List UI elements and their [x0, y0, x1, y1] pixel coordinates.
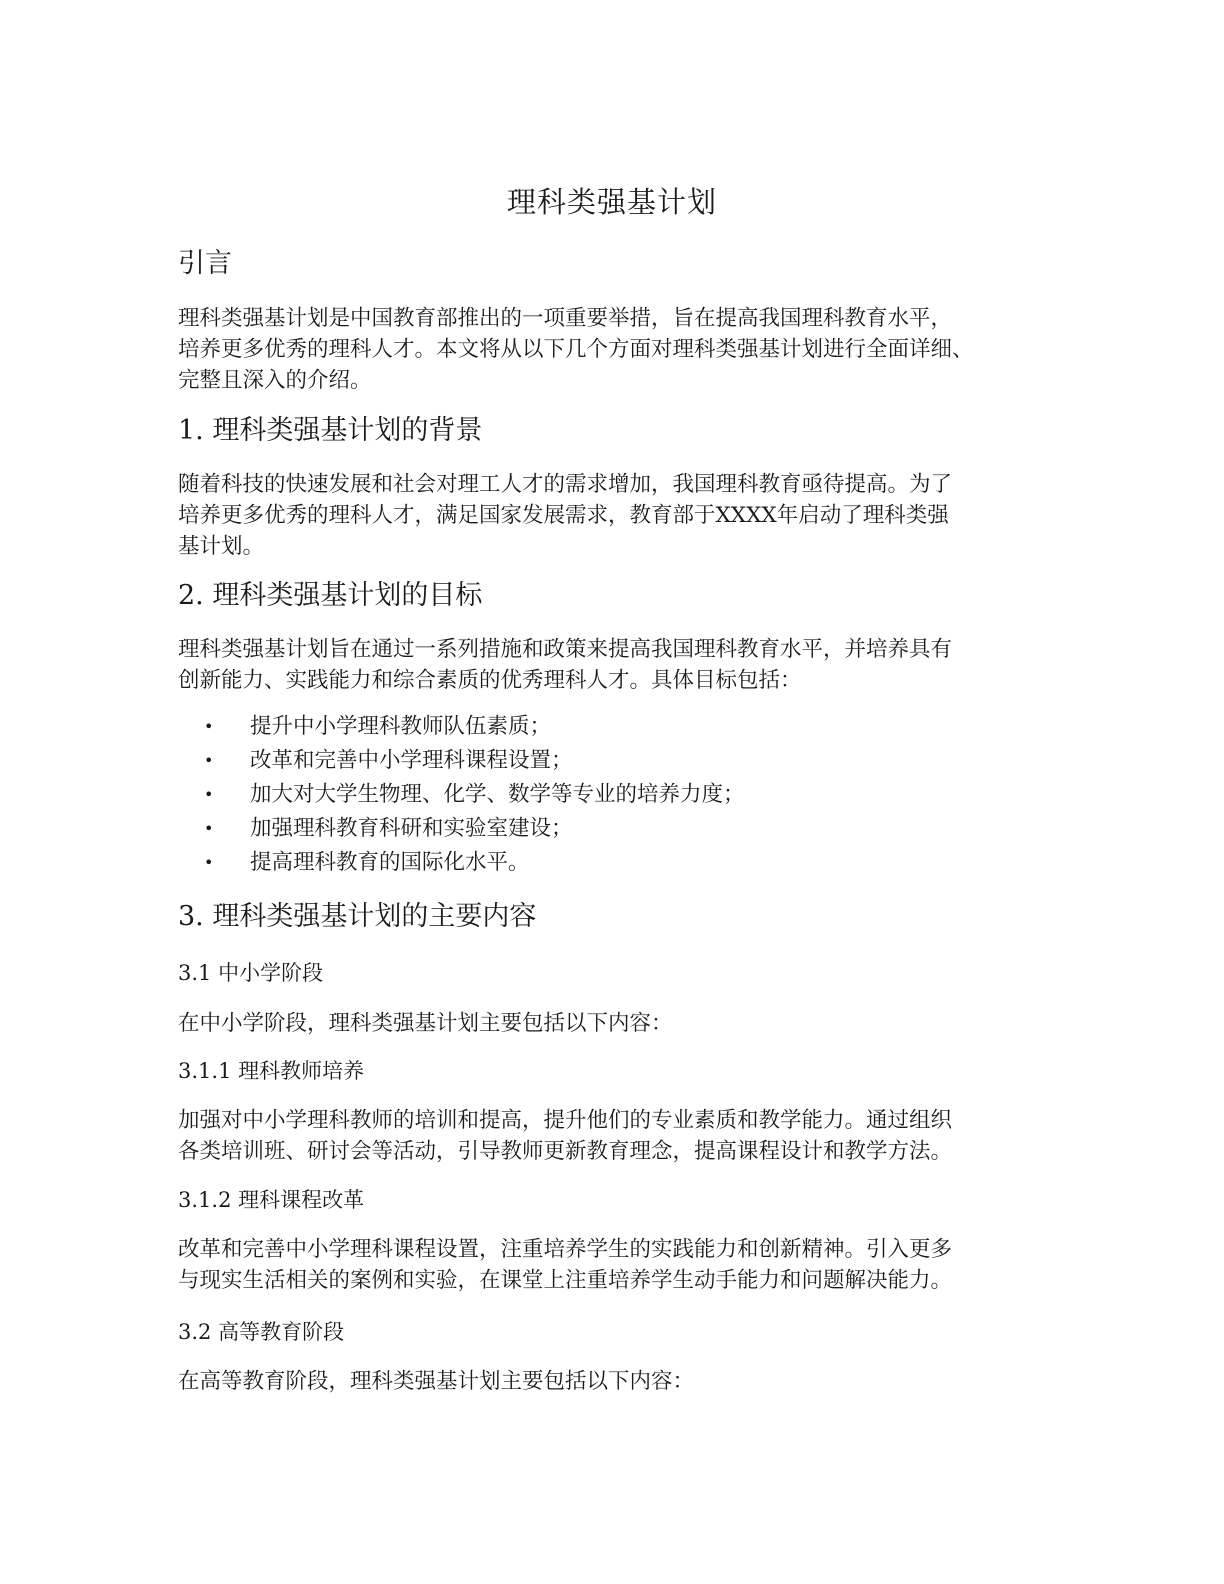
- section-3-2-heading: 3.2 高等教育阶段: [178, 1320, 345, 1344]
- section-3-2-paragraph: [178, 1366, 1058, 1397]
- bullet-icon: •: [204, 785, 214, 804]
- paragraph-line: 各类培训班、研讨会等活动，引导教师更新教育理念，提高课程设计和教学方法。: [178, 1139, 953, 1164]
- goals-list: [178, 710, 1058, 880]
- paragraph-line: 加强对中小学理科教师的培训和提高，提升他们的专业素质和教学能力。通过组织: [178, 1108, 953, 1133]
- paragraph-line: 随着科技的快速发展和社会对理工人才的需求增加，我国理科教育亟待提高。为了: [178, 472, 953, 497]
- intro-heading: 引言: [178, 248, 232, 279]
- document-title: 理科类强基计划: [506, 185, 717, 219]
- paragraph-line: 完整且深入的介绍。: [178, 368, 372, 393]
- section-3-1-2-heading: 3.1.2 理科课程改革: [178, 1188, 365, 1212]
- bullet-icon: •: [204, 717, 214, 736]
- paragraph-line: 创新能力、实践能力和综合素质的优秀理科人才。具体目标包括：: [178, 668, 802, 693]
- section-1-heading: 1. 理科类强基计划的背景: [178, 415, 483, 446]
- bullet-icon: •: [204, 819, 214, 838]
- list-item-text: 提高理科教育的国际化水平。: [250, 850, 530, 875]
- section-3-1-1-heading: 3.1.1 理科教师培养: [178, 1059, 365, 1083]
- bullet-icon: •: [204, 853, 214, 872]
- list-item: [178, 710, 1058, 744]
- bullet-icon: •: [204, 751, 214, 770]
- section-3-1-2-paragraph: [178, 1234, 1058, 1296]
- intro-paragraph: [178, 303, 1058, 396]
- paragraph-line: 在高等教育阶段，理科类强基计划主要包括以下内容：: [178, 1369, 695, 1394]
- list-item: [178, 778, 1058, 812]
- section-2-heading: 2. 理科类强基计划的目标: [178, 580, 483, 611]
- section-3-1-heading: 3.1 中小学阶段: [178, 961, 324, 985]
- paragraph-line: 理科类强基计划是中国教育部推出的一项重要举措，旨在提高我国理科教育水平，: [178, 306, 953, 331]
- list-item-text: 加强理科教育科研和实验室建设；: [250, 816, 573, 841]
- section-2-paragraph: [178, 634, 1058, 696]
- list-item: [178, 744, 1058, 778]
- paragraph-line: 培养更多优秀的理科人才。本文将从以下几个方面对理科类强基计划进行全面详细、: [178, 337, 974, 362]
- paragraph-line: 与现实生活相关的案例和实验，在课堂上注重培养学生动手能力和问题解决能力。: [178, 1268, 953, 1293]
- paragraph-line: 改革和完善中小学理科课程设置，注重培养学生的实践能力和创新精神。引入更多: [178, 1237, 953, 1262]
- list-item: [178, 812, 1058, 846]
- paragraph-line: 理科类强基计划旨在通过一系列措施和政策来提高我国理科教育水平，并培养具有: [178, 637, 953, 662]
- list-item: [178, 846, 1058, 880]
- list-item-text: 加大对大学生物理、化学、数学等专业的培养力度；: [250, 782, 745, 807]
- list-item-text: 提升中小学理科教师队伍素质；: [250, 714, 552, 739]
- section-3-heading: 3. 理科类强基计划的主要内容: [178, 901, 537, 932]
- paragraph-line: 在中小学阶段，理科类强基计划主要包括以下内容：: [178, 1011, 673, 1036]
- section-3-1-1-paragraph: [178, 1105, 1058, 1167]
- section-1-paragraph: [178, 469, 1058, 562]
- list-item-text: 改革和完善中小学理科课程设置；: [250, 748, 573, 773]
- section-3-1-paragraph: [178, 1008, 1058, 1039]
- paragraph-line: 基计划。: [178, 534, 265, 559]
- paragraph-line: 培养更多优秀的理科人才，满足国家发展需求，教育部于XXXX年启动了理科类强: [178, 503, 949, 528]
